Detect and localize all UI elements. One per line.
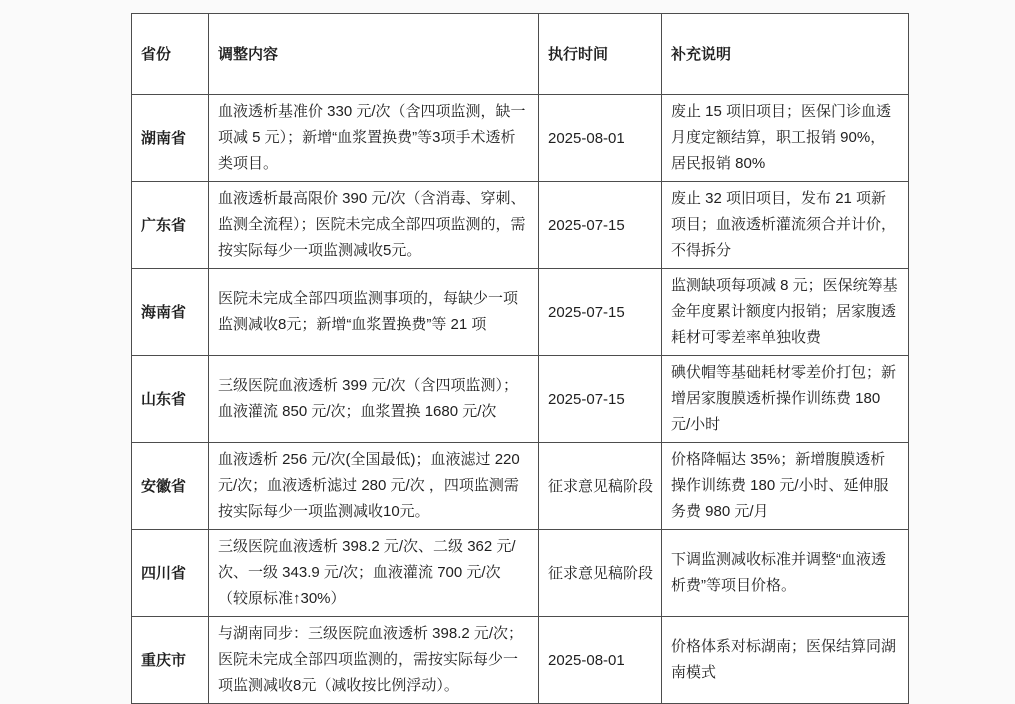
- table-row: [132, 617, 909, 704]
- cell-province: 重庆市: [132, 617, 209, 704]
- table-row: [132, 269, 909, 356]
- column-header-adjustment: 调整内容: [209, 14, 539, 95]
- cell-time: 征求意见稿阶段: [539, 443, 662, 530]
- column-header-notes: 补充说明: [662, 14, 909, 95]
- province-price-adjustment-table: [131, 13, 909, 704]
- cell-adjustment: 医院未完成全部四项监测事项的，每缺少一项监测减收8元；新增“血浆置换费”等 21 项: [209, 269, 539, 356]
- column-header-time: 执行时间: [539, 14, 662, 95]
- cell-notes: 废止 32 项旧项目，发布 21 项新项目；血液透析灌流须合并计价，不得拆分: [662, 182, 909, 269]
- province-price-adjustment-table-container: [131, 13, 909, 704]
- cell-notes: 价格体系对标湖南；医保结算同湖南模式: [662, 617, 909, 704]
- table-row: [132, 530, 909, 617]
- cell-adjustment: 血液透析基准价 330 元/次（含四项监测，缺一项减 5 元）；新增“血浆置换费”等3项手术透析类项目。: [209, 95, 539, 182]
- cell-adjustment: 三级医院血液透析 399 元/次（含四项监测）；血液灌流 850 元/次；血浆置换 1680 元/次: [209, 356, 539, 443]
- cell-notes: 废止 15 项旧项目；医保门诊血透月度定额结算，职工报销 90%，居民报销 80%: [662, 95, 909, 182]
- cell-adjustment: 与湖南同步：三级医院血液透析 398.2 元/次；医院未完成全部四项监测的，需按实际每少一项监测减收8元（减收按比例浮动）。: [209, 617, 539, 704]
- cell-province: 广东省: [132, 182, 209, 269]
- cell-adjustment: 血液透析最高限价 390 元/次（含消毒、穿刺、监测全流程）；医院未完成全部四项监测的，需按实际每少一项监测减收5元。: [209, 182, 539, 269]
- table-row: [132, 443, 909, 530]
- cell-notes: 监测缺项每项减 8 元；医保统筹基金年度累计额度内报销；居家腹透耗材可零差率单独收费: [662, 269, 909, 356]
- cell-time: 2025-07-15: [539, 182, 662, 269]
- cell-notes: 碘伏帽等基础耗材零差价打包；新增居家腹膜透析操作训练费 180 元/小时: [662, 356, 909, 443]
- cell-province: 安徽省: [132, 443, 209, 530]
- cell-time: 2025-08-01: [539, 617, 662, 704]
- cell-time: 2025-07-15: [539, 269, 662, 356]
- table-row: [132, 95, 909, 182]
- cell-province: 海南省: [132, 269, 209, 356]
- column-header-province: 省份: [132, 14, 209, 95]
- cell-province: 四川省: [132, 530, 209, 617]
- cell-adjustment: 血液透析 256 元/次(全国最低)；血液滤过 220 元/次；血液透析滤过 280 元/次 ，四项监测需按实际每少一项监测减收10元。: [209, 443, 539, 530]
- cell-notes: 下调监测减收标准并调整“血液透析费”等项目价格。: [662, 530, 909, 617]
- table-row: [132, 356, 909, 443]
- cell-adjustment: 三级医院血液透析 398.2 元/次、二级 362 元/次、一级 343.9 元/次；血液灌流 700 元/次（较原标准↑30%）: [209, 530, 539, 617]
- cell-province: 湖南省: [132, 95, 209, 182]
- cell-time: 征求意见稿阶段: [539, 530, 662, 617]
- cell-notes: 价格降幅达 35%；新增腹膜透析操作训练费 180 元/小时、延伸服务费 980 元/月: [662, 443, 909, 530]
- cell-time: 2025-08-01: [539, 95, 662, 182]
- table-row: [132, 182, 909, 269]
- cell-time: 2025-07-15: [539, 356, 662, 443]
- header-row: [132, 14, 909, 95]
- cell-province: 山东省: [132, 356, 209, 443]
